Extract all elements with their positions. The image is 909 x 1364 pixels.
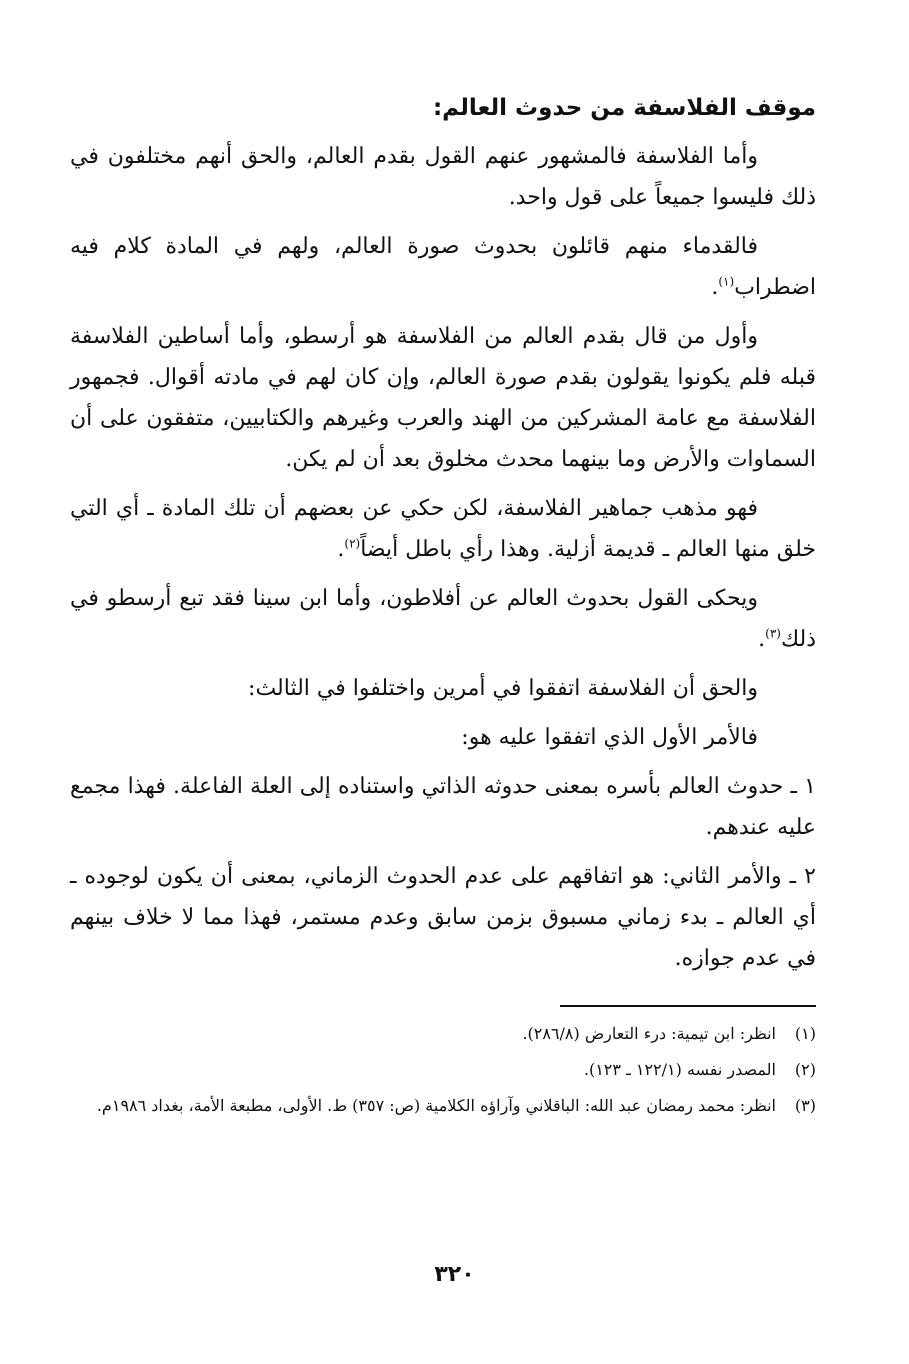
footnote-3	[70, 1091, 816, 1121]
list-item-1: ١ ـ حدوث العالم بأسره بمعنى حدوثه الذاتي واستناده إلى العلة الفاعلة. فهذا مجمع عليه عندهم.	[70, 774, 816, 840]
paragraph-1: وأما الفلاسفة فالمشهور عنهم القول بقدم العالم، والحق أنهم مختلفون في ذلك فليسوا جميعاً على قول واحد.	[70, 144, 816, 210]
footnotes	[70, 1019, 816, 1121]
paragraph-7: فالأمر الأول الذي اتفقوا عليه هو:	[461, 725, 758, 750]
section-heading: موقف الفلاسفة من حدوث العالم:	[432, 95, 816, 121]
footnote-divider	[560, 1005, 816, 1007]
paragraph-4: فهو مذهب جماهير الفلاسفة، لكن حكي عن بعضهم أن تلك المادة ـ أي التي خلق منها العالم ـ قديمة أزلية. وهذا رأي باطل أيضاً$^{(٢)}$.	[70, 496, 816, 562]
page-number: ٣٢٠	[434, 1262, 475, 1287]
paragraph-5: ويحكى القول بحدوث العالم عن أفلاطون، وأما ابن سينا فقد تبع أرسطو في ذلك$^{(٣)}$.	[70, 586, 816, 652]
footnote-number: (١)	[794, 1024, 816, 1043]
footnote-number: (٢)	[794, 1060, 816, 1079]
footnote-2	[70, 1055, 816, 1085]
list-item-2: ٢ ـ والأمر الثاني: هو اتفاقهم على عدم الحدوث الزماني، بمعنى أن يكون لوجوده ـ أي العالم ـ بدء زماني مسبوق بزمن سابق وعدم مستمر، فهذا مما لا خلاف بينهم في عدم جوازه.	[70, 864, 816, 971]
footnote-1	[70, 1019, 816, 1049]
footnote-text: انظر: ابن تيمية: درء التعارض (٢٨٦/٨).	[522, 1024, 776, 1043]
footnote-text: انظر: محمد رمضان عبد الله: الباقلاني وآراؤه الكلامية (ص: ٣٥٧) ط. الأولى، مطبعة الأمة، بغداد ١٩٨٦م.	[96, 1096, 776, 1115]
paragraph-6: والحق أن الفلاسفة اتفقوا في أمرين واختلفوا في الثالث:	[248, 676, 758, 701]
footnote-ref-2[interactable]: (٢)	[344, 536, 361, 551]
paragraph-2: فالقدماء منهم قائلون بحدوث صورة العالم، ولهم في المادة كلام فيه اضطراب$^{(١)}$.	[70, 234, 816, 300]
page-body	[70, 88, 816, 1127]
footnote-number: (٣)	[794, 1096, 816, 1115]
paragraph-3: وأول من قال بقدم العالم من الفلاسفة هو أرسطو، وأما أساطين الفلاسفة قبله فلم يكونوا يقولون بقدم صورة العالم، وإن كان لهم في مادته أقوال. فجمهور الفلاسفة مع عامة المشركين من الهند والعرب وغيرهم والكتابيين، متفقون على أن السماوات والأرض وما بينهما محدث مخلوق بعد أن لم يكن.	[70, 324, 816, 472]
footnote-text: المصدر نفسه (١٢٢/١ ـ ١٢٣).	[583, 1060, 776, 1079]
footnote-ref-1[interactable]: (١)	[718, 274, 735, 289]
footnote-ref-3[interactable]: (٣)	[765, 626, 781, 641]
